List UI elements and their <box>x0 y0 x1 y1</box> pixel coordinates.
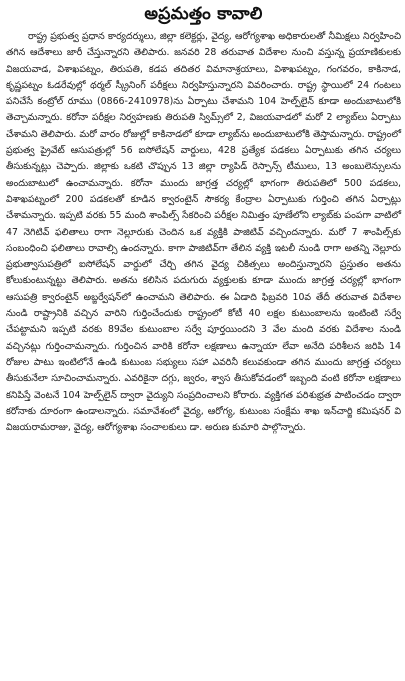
article-headline: అప్రమత్తం కావాలి <box>144 4 263 24</box>
article-body: రాష్ట్ర ప్రభుత్వ ప్రధాన కార్యదర్శులు, జిల్లా కలెక్టర్లు, వైద్య, ఆరోగ్యశాఖ అధికారులతో నీమిక్షలు నిర్వహించి తగిన ఆదేశాలు జారీ చేస్తున్నారని తెలిపారు. జనవరి 28 తరువాత విదేశాల నుంచి వస్తున్న ప్రయాణికులకు విజయవాడ, విశాఖపట్నం, తిరుపతి, కడప తదితర విమానాశ్రయాలు, విశాఖపట్నం, గంగవరం, కాకినాడ, కృష్ణపట్నం ఓడరేవుల్లో థర్మల్ స్క్రీనింగ్ పరీక్షలు నిర్వహిస్తున్నారని వివరించారు. రాష్ట్ర స్థాయిలో 24 గంటలు పనిచేసే కంట్రోల్ రూము (0866-2410978)ను ఏర్పాటు చేశామని 104 హెల్ప్‌లైన్ కూడా అందుబాటులోకి తెచ్చామన్నారు. కరోనా పరీక్షల నిర్వహణకు తిరుపతి స్విమ్స్‌లో 2, విజయవాడలో మరో 2 ల్యాబ్‌లు ఏర్పాటు చేశామని తెలిపారు. మరో వారం రోజుల్లో కాకినాడలో కూడా ల్యాబ్‌ను అందుబాటులోకి తెస్తామన్నారు. రాష్ట్రంలో ప్రభుత్వ ప్రైవేట్ ఆసుపత్రుల్లో 56 ఐసోలేషన్ వార్డులు, 428 ప్రత్యేక పడకలు ఏర్పాటుకు తగిన చర్యలు తీసుకున్నట్లు చెప్పారు. జిల్లాకు ఒకటి చొప్పున 13 జిల్లా ర్యాపిడ్ రెస్పాన్స్ టీములు, 13 అంబులెన్సులను అందుబాటులో ఉంచామన్నారు. కరోనా ముందు జాగ్రత్త చర్యల్లో భాగంగా తిరుపతిలో 500 పడకలు, విశాఖపట్నంలో 200 పడకలతో కూడిన క్వారంటైన్ సౌకర్య కేంద్రాల ఏర్పాటుకు గుర్తించి తగిన ఏర్పాట్లు చేశామన్నారు. ఇప్పటి వరకు 55 మంది శాంపిల్స్ సేకరించి పరీక్షల నిమిత్తం పూణేలోని ల్యాబ్‌కు పంపగా వాటిలో 47 నెగిటివ్ ఫలితాలు రాగా నెల్లూరుకు చెందిన ఒక వ్యక్తికి పాజిటివ్ వచ్చిందన్నారు. మరో 7 శాంపిల్స్‌కు సంబంధించి ఫలితాలు రావాల్సి ఉందన్నారు. కాగా పాజిటివ్‌గా తేలిన వ్యక్తి ఇటలీ నుండి రాగా అతన్ని నెల్లూరు ప్రభుత్వాసుపత్రిలో ఐసోలేషన్ వార్డులో చేర్చి తగిన వైద్య చికిత్సలు అందిస్తున్నారని ప్రస్తుతం అతను కోలుకుంటున్నట్టు తెలిపారు. అతను కలిసిన పదుగురు వ్యక్తులకు కూడా ముందు జాగ్రత్త చర్యల్లో భాగంగా ఆసుపత్రి క్వారంటైన్ అబ్జర్వేషన్‌లో ఉంచామని తెలిపారు. ఈ ఏడాది ఫిబ్రవరి 10వ తేదీ తరువాత విదేశాల నుండి రాష్ట్రానికి వచ్చిన వారిని గుర్తించేందుకు రాష్ట్రంలో కోటీ 40 లక్షల కుటుంబాలను ఇంటింటి సర్వే చేపట్టామని ఇప్పటి వరకు 89వేల కుటుంబాల సర్వే పూర్తయిందని 3 వేల మంది వరకు విదేశాల నుండి వచ్చినట్లు గుర్తించామన్నారు. గుర్తించిన వారికి కరోనా లక్షణాలు ఉన్నాయా లేవా అనేది పరిశీలన జరిపి 14 రోజుల పాటు ఇంటిలోనే ఉండి కుటుంబ సభ్యులు సహా ఎవరినీ కలువకుండా తగిన ముందు జాగ్రత్త చర్యలు తీసుకునేలా సూచించామన్నారు. ఎవరికైనా దగ్గు, జ్వరం, శ్వాస తీసుకోవడంలో ఇబ్బంది వంటి కరోనా లక్షణాలు కనిపిస్తే వెంటనే 104 హెల్ప్‌లైన్ ద్వారా వైద్యుని సంప్రదించాలని కోరారు. వ్యక్తిగత పరిశుభ్రత పాటించడం ద్వారా కరోనాకు దూరంగా ఉండాలన్నారు. సమావేశంలో వైద్య, ఆరోగ్య, కుటుంబ సంక్షేమ శాఖ ఇన్‌చార్జి కమిషనర్ వి విజయరామరాజు, వైద్య, ఆరోగ్యశాఖ సంచాలకులు డా. అరుణ కుమారి పాల్గొన్నారు. <box>6 31 401 434</box>
